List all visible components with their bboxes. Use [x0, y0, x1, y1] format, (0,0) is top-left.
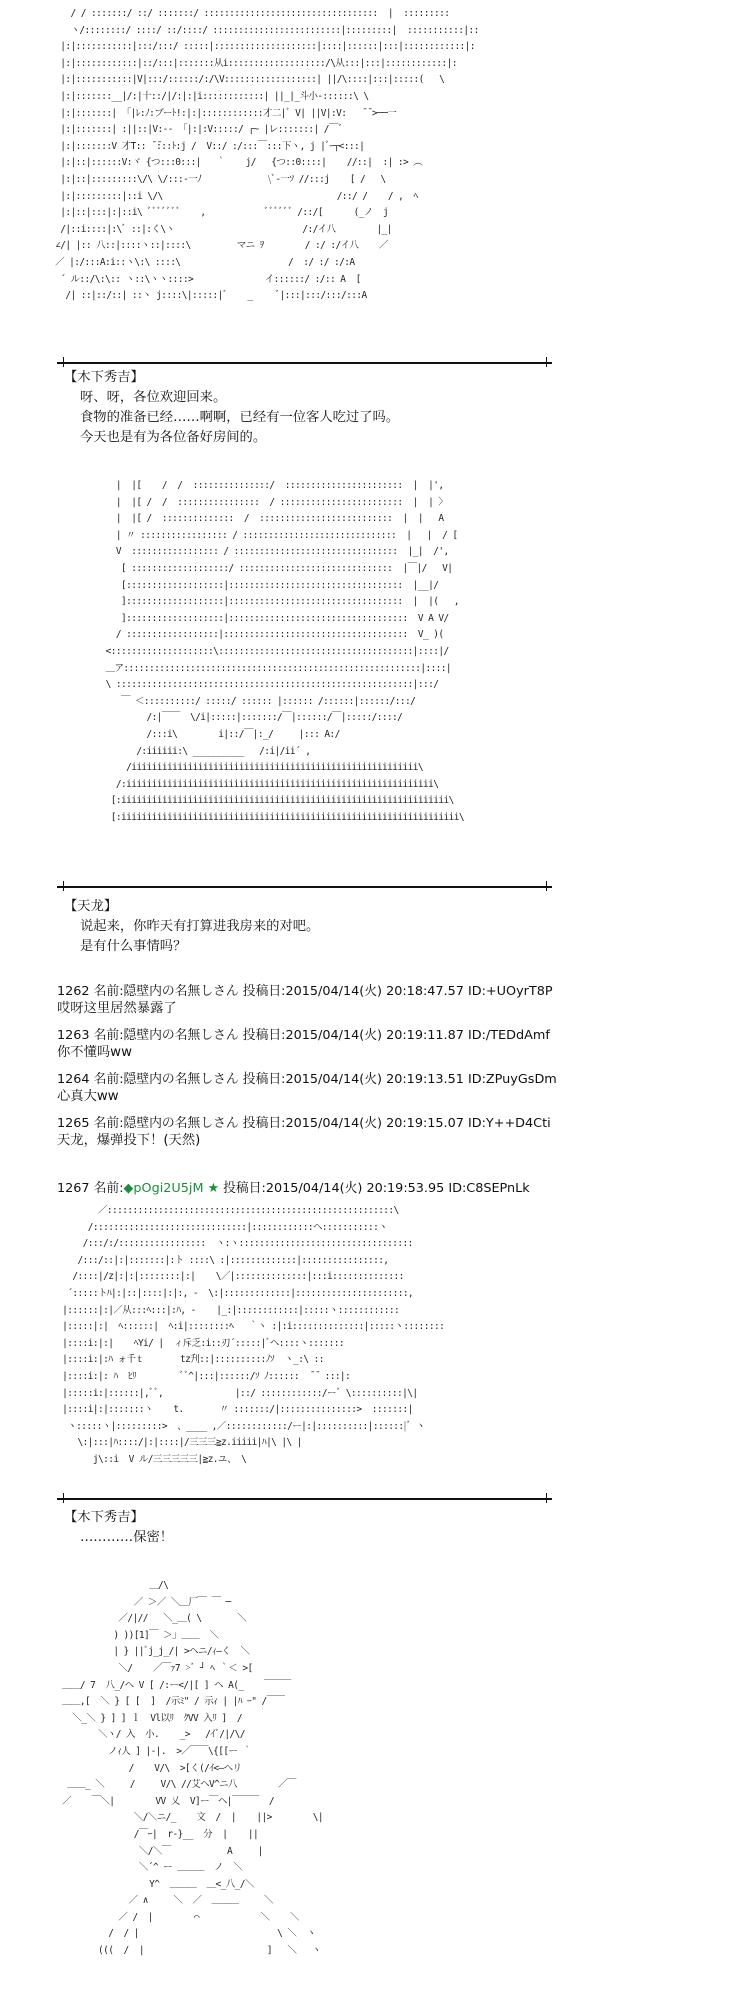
- art-line: | } ||ﾞj_j_/| >ヘニ/ｨ―く ＼: [57, 1646, 250, 1658]
- art-line: ＿/\: [57, 1580, 169, 1591]
- art-line: Y^ ＿＿＿ ＿<_八_/＼: [57, 1878, 254, 1890]
- art-line: | 〃 ::::::::::::::::: / :::::::::::::::::::::::::::::: | | / [: [80, 529, 463, 541]
- art-line: |:|::|:::|:|::i\ ﾞﾞﾞﾞﾞﾞﾞ , ﾞﾞﾞﾞﾞﾞ /::/[ (_ノ j: [50, 207, 389, 219]
- art-line: ) ))[1]￣ ＞｣ ＿＿ ＼: [57, 1629, 219, 1641]
- art-line: |:::::|:| ﾍ::::::| ﾍ:i|::::::::ﾍ ｀ヽ :|:i::::::::::::::|:::::ヽ::::::::: [57, 1321, 445, 1333]
- ascii-art-tenryuu: [80, 478, 464, 826]
- speaker-name: 【木下秀吉】: [64, 1510, 144, 1525]
- dialog-line: …………保密！: [80, 1530, 174, 1545]
- art-line: ＿＿,[ ＼ } [ [ ] /示ﾐ" / 示ｨ | |ﾊ ｰ" /￣￣: [57, 1696, 285, 1708]
- post-body: 你不懂吗ww: [57, 1045, 132, 1060]
- art-line: /:|￣￣ \/i|:::::|:::::::/￣|::::::/￣|:::::/::::/: [80, 712, 403, 724]
- post-header: 1264 名前:隠壁内の名無しさん 投稿日:2015/04/14(火) 20:19:13.51 ID:ZPuyGsDm: [57, 1072, 557, 1087]
- art-line: /| ::|::/::| ::ヽ j::::\|:::::|ﾞ _ ﾞ|:::|:::/:::/:::A: [50, 290, 367, 302]
- art-line: ／/|// ＼_＿( \ ＼: [57, 1613, 247, 1625]
- art-line: \:|:::|ﾊ::::/|:|::::|/三三三≧z.iiiii|ﾊ|\ |\ |: [57, 1437, 302, 1449]
- dialog-line: 是有什么事情吗？: [80, 939, 187, 954]
- divider-tick: [546, 881, 547, 891]
- post-meta: 投稿日:2015/04/14(火) 20:19:53.95 ID:C8SEPnLk: [219, 1181, 530, 1196]
- post-header: 1263 名前:隠壁内の名無しさん 投稿日:2015/04/14(火) 20:19:11.87 ID:/TEDdAmf: [57, 1028, 550, 1043]
- art-line: /|::i::::|:\ﾞ ::|:く\ヽ /:/イ八 |_|: [50, 223, 392, 235]
- art-line: /::::|/z|:|:|::::::::|:| \／|::::::::::::::|:::i::::::::::::::: [57, 1271, 404, 1283]
- art-line: |:|:::::::::::|:::/:::/ :::::|::::::::::::::::::::|::::|::::::|:::|::::::::::::|:: [50, 41, 475, 53]
- art-line: |:|:::::::| :||::|V:-- 「|:|:V:::::/ ┌~ |レ:::::::| /￣ﾞ: [50, 124, 343, 136]
- art-line: ＼/＼￣ A |: [57, 1845, 263, 1857]
- divider-tick: [63, 357, 64, 367]
- art-line: /iiiiiiiiiiiiiiiiiiiiiiiiiiiiiiiiiiiiiiiiiiiiiiiiiiiiiiii\: [80, 762, 424, 774]
- art-line: |::::i:|:ﾊ ォ千ｔ tz刋::|::::::::::ﾉｿ ヽ_:\ ::: [57, 1354, 324, 1366]
- art-line: |::::i:|:| ﾍYi/ | ィ斥乏:i::刃´:::::|ﾞヘ::::ヽ:::::::: [57, 1337, 344, 1349]
- art-line: |:|::|:::::::::\/\ \/:::-一ﾉ \ﾞ-一ｿ //:::j [ / \: [50, 173, 386, 185]
- divider-tick: [546, 1493, 547, 1503]
- art-line: ´:::::トﾊ|:|::|::::|:|:, ‐ \:|:::::::::::::|::::::::::::::::::::::,: [57, 1287, 414, 1299]
- art-line: |:|:::::::::::|V|:::/::::::/:/\V::::::::::::::::::| ||/\::::|:::|:::::( \: [50, 74, 445, 86]
- art-line: ＿＿_ ＼ / V/\ //艾ヘV^ニ八 ／￣: [57, 1779, 296, 1791]
- art-line: /:iiiiii:\ __________ /:i|/ii´ ,: [80, 745, 311, 757]
- art-line: / / :::::::/ ::/ :::::::/ :::::::::::::::::::::::::::::::::: | :::::::::: [50, 8, 450, 19]
- post-trip: ◆pOgi2U5jM ★: [123, 1181, 220, 1196]
- art-line: |:|::|::::::V:ヾ {つ:::0:::| ｀ j/ {つ::0::::| //::| :| :> ︵: [50, 157, 423, 169]
- post-header: 1262 名前:隠壁内の名無しさん 投稿日:2015/04/14(火) 20:18:47.57 ID:+UOyrT8P: [57, 984, 553, 999]
- art-line: /::::::::::::::::::::::::::::::|::::::::::::ヘ:::::::::::ヽ: [57, 1221, 388, 1233]
- art-line: ／ ￣＼| VV 乂 V]ー￣ヘ|￣￣￣ /: [57, 1795, 274, 1807]
- art-line: [:::::::::::::::::::|:::::::::::::::::::::::::::::::::: |__|/: [80, 579, 439, 591]
- art-line: <::::::::::::::::::::\::::::::::::::::::::::::::::::::::::::|::::|/: [80, 645, 449, 657]
- art-line: ／ / | ⌒ ＼ ＼: [57, 1911, 299, 1923]
- art-line: |:::::i:|::::::|,ﾞﾞ, |::/ ::::::::::::/ーﾞ \::::::::::|\|: [57, 1387, 418, 1399]
- art-line: ]:::::::::::::::::::|::::::::::::::::::::::::::::::::::: V A V/: [80, 612, 449, 624]
- ascii-art-hideyoshi-3: [57, 1578, 323, 1960]
- art-line: [ :::::::::::::::::::/ :::::::::::::::::::::::::::::: |￣|/ V|: [80, 562, 453, 574]
- art-line: ((( / | ] ＼ ヽ: [57, 1945, 321, 1957]
- art-line: ]:::::::::::::::::::|:::::::::::::::::::::::::::::::::: | |( ,: [80, 596, 459, 608]
- art-line: ￣ ＜::::::::::/ :::::/ :::::: |:::::: /::::::|::::::/:::/: [80, 695, 416, 707]
- art-line: / ::::::::::::::::::|:::::::::::::::::::::::::::::::::::: V_ )(: [80, 629, 444, 641]
- post-body: 哎呀这里居然暴露了: [57, 1001, 177, 1016]
- ascii-art-hideyoshi-2: [57, 1203, 444, 1469]
- art-line: | |[ / / :::::::::::::::/ ::::::::::::::::::::::: | |',: [80, 480, 444, 491]
- art-line: ´ ル::/\:\:: ヽ::\ヽヽ::::> イ::::::/ :/:: A [: [50, 273, 361, 285]
- art-line: | |[ / :::::::::::::: / :::::::::::::::::::::::::: | | A: [80, 513, 444, 525]
- art-line: ／ |:/:::A:i::ヽ\:\ ::::\ / :/ :/ :/:A: [50, 256, 355, 268]
- art-line: / V/\ >[く(/ｲ<―ヘリ: [57, 1762, 242, 1774]
- post-header-1267: [57, 1180, 530, 1197]
- art-line: | |[ / / :::::::::::::::: / :::::::::::::::::::::::: | | 〉: [80, 496, 448, 508]
- art-line: ヽ/::::::::/ ::::/ ::/::::/ :::::::::::::::::::::::::|:::::::::| :::::::::::|::: [50, 24, 479, 36]
- art-line: /￣ｰ| r-}__ 分 | ||: [57, 1828, 259, 1840]
- art-line: |::::::|:|／从:::ﾍ:::|:ﾊ, ‐ |_:|::::::::::::|:::::ヽ::::::::::::: [57, 1304, 400, 1316]
- art-line: V ::::::::::::::::: / :::::::::::::::::::::::::::::::: |_| /',: [80, 546, 449, 558]
- dialog-line: 说起来，你昨天有打算进我房来的对吧。: [80, 919, 320, 934]
- art-line: ／ ∧ ＼ ／ ＿＿＿ ＼: [57, 1895, 273, 1907]
- art-line: |::::i:|: ﾊ ﾋﾘ ﾞﾞ^|:::|::::::/ｿ ﾉ:::::: ̄ ̄ :::|:: [57, 1370, 351, 1382]
- art-line: [:iiiiiiiiiiiiiiiiiiiiiiiiiiiiiiiiiiiiiiiiiiiiiiiiiiiiiiiiiiiiiiiiii\: [80, 811, 464, 823]
- art-line: ヽ:::::ヽ|:::::::::> 、____ ,／::::::::::::/ー|:|::::::::::|::::::|ﾞ ヽ: [57, 1420, 425, 1432]
- divider-tick: [546, 357, 547, 367]
- divider: [57, 886, 552, 888]
- art-line: ＿ア::::::::::::::::::::::::::::::::::::::::::::::::::::::::::|::::|: [80, 662, 452, 674]
- art-line: ／::::::::::::::::::::::::::::::::::::::::::::::::::::::::\: [57, 1205, 399, 1216]
- art-line: ＼´^ ー ＿＿＿ ノ ＼: [57, 1862, 243, 1874]
- art-line: j\::i V ル/三三三三三|≧z.ユ、 \: [57, 1453, 247, 1465]
- art-line: \ ::::::::::::::::::::::::::::::::::::::::::::::::::::::::::|:::/: [80, 679, 439, 691]
- divider-tick: [63, 881, 64, 891]
- divider: [57, 362, 552, 364]
- art-line: ＼_＼ } ] ] ｌ Vl以ﾘ ｸVV 入ﾘ ] /: [57, 1712, 242, 1724]
- art-line: /:::/:/::::::::::::::::: ヽ:ヽ::::::::::::::::::::::::::::::::::: [57, 1238, 413, 1250]
- art-line: [:iiiiiiiiiiiiiiiiiiiiiiiiiiiiiiiiiiiiiiiiiiiiiiiiiiiiiiiiiiiiiiii\: [80, 795, 454, 807]
- post-body: 天龙，爆弹投下！(天然): [57, 1133, 201, 1148]
- art-line: |::::i|:|:::::::ヽ t. 〃 :::::::/|:::::::::::::::> :::::::|: [57, 1404, 413, 1416]
- art-line: / / | \ ＼ ヽ: [57, 1928, 316, 1940]
- post-number: 1267 名前:: [57, 1181, 124, 1196]
- art-line: /:::/::|:|:::::::|:ト ::::\ :|:::::::::::::|::::::::::::::::,: [57, 1254, 389, 1266]
- post-header: 1265 名前:隠壁内の名無しさん 投稿日:2015/04/14(火) 20:19:15.07 ID:Y++D4Cti: [57, 1116, 551, 1131]
- art-line: ＿＿/ 7 八_/ヘ V [ /:ー</|[ ] ヘ A(_ ￣￣￣: [57, 1679, 291, 1691]
- art-line: |:|:::::::V 才T:: ̄ ̄:::ﾄ:j / V::/ :/:::￣:::下ヽ, j |ﾞｰ┬<:::|: [50, 140, 365, 152]
- speaker-name: 【天龙】: [64, 899, 118, 914]
- divider-tick: [63, 1493, 64, 1503]
- divider: [57, 1498, 552, 1500]
- art-line: |:|:::::::__|/:|十::/|/:|:|i::::::::::::| ||_|_斗小-::::::\ \: [50, 90, 369, 102]
- art-line: ＼ヽ/ 入 小. _> /ｲﾞ/|/\/: [57, 1729, 245, 1741]
- dialog-line: 今天也是有为各位备好房间的。: [80, 430, 267, 445]
- art-line: ノｨ人 ] |-|. >／￣￣\{[[ー ｀: [57, 1745, 252, 1757]
- art-line: |:|:::::::::|::i \/\ /::/ / / , ﾍ: [50, 190, 418, 202]
- art-line: |:|::::::::::::|::/:::|:::::::从i:::::::::::::::::::/\从:::|:::|::::::::::::|:: [50, 57, 457, 69]
- post-body: 心真大ww: [57, 1089, 119, 1104]
- dialog-line: 呀、呀，各位欢迎回来。: [80, 390, 227, 405]
- speaker-name: 【木下秀吉】: [64, 370, 144, 385]
- art-line: ＼/ ／￣ｧ7 >ﾞ ┘ ﾍ ｀＜ >[: [57, 1662, 253, 1674]
- art-line: |:|:::::::| 「|ﾚ:ﾉ:ブーﾄ!:|:|::::::::::::才二|ﾞ V| ||V|:V: ̄ ̄ >──一: [50, 107, 397, 119]
- ascii-art-hideyoshi-1: [50, 6, 479, 305]
- art-line: ＼/＼ニ/_ 文 / | ||> \|: [57, 1812, 323, 1824]
- dialog-line: 食物的准备已经……啊啊，已经有一位客人吃过了吗。: [80, 410, 400, 425]
- art-line: /:iiiiiiiiiiiiiiiiiiiiiiiiiiiiiiiiiiiiiiiiiiiiiiiiiiiiiiiiiiii\: [80, 778, 439, 790]
- art-line: ／ ＞／ ＼＿厂￣ ￣ ─: [57, 1596, 231, 1608]
- art-line: ∠/| |:: 八::|::::ヽ::|::::\ マニ ｦ / :/ :/イ八 ／: [50, 240, 388, 252]
- art-line: /:::i\ i|::/￣|:_/ |::: A:/: [80, 728, 340, 740]
